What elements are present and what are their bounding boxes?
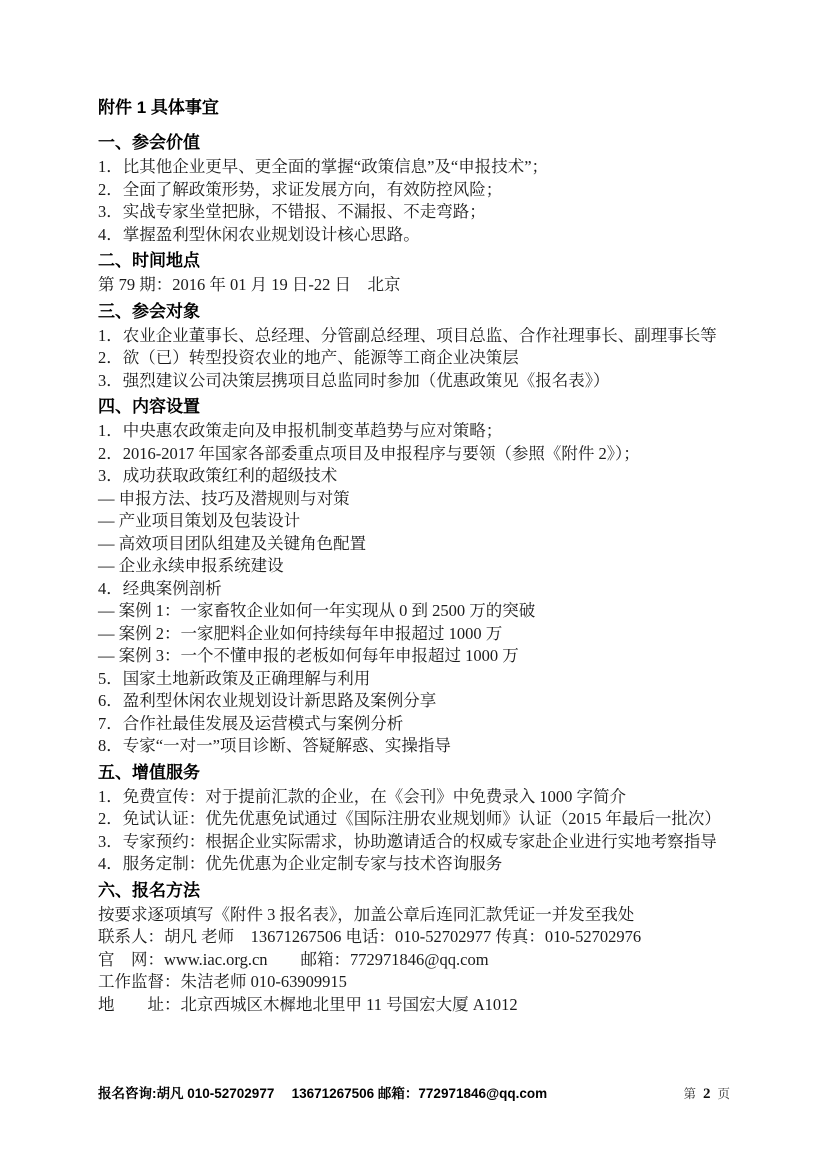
body-line: — 案例 2：一家肥料企业如何持续每年申报超过 1000 万 (98, 623, 503, 643)
section-participation-value (98, 131, 746, 246)
section-heading: 五、增值服务 (98, 762, 200, 782)
section-heading: 三、参会对象 (98, 301, 200, 321)
body-line: 3．成功获取政策红利的超级技术 (98, 466, 338, 485)
body-line: 3．专家预约：根据企业实际需求，协助邀请适合的权威专家赴企业进行实地考察指导 (98, 831, 717, 851)
page-number-value: 2 (702, 1086, 711, 1102)
page-number (683, 1084, 730, 1103)
body-line: 4．掌握盈利型休闲农业规划设计核心思路。 (98, 224, 420, 244)
website-email-line: 官 网：www.iac.org.cn 邮箱：772971846@qq.com (98, 949, 489, 969)
body-line: 5．国家土地新政策及正确理解与利用 (98, 668, 371, 688)
section-heading: 四、内容设置 (98, 397, 200, 416)
section-registration-method (98, 879, 746, 1017)
address-line: 地 址：北京西城区木樨地北里甲 11 号国宏大厦 A1012 (98, 994, 518, 1014)
body-line: 1．农业企业董事长、总经理、分管副总经理、项目总监、合作社理事长、副理事长等 (98, 325, 717, 345)
body-line: 7．合作社最佳发展及运营模式与案例分析 (98, 713, 404, 733)
footer-contact-info: 报名咨询:胡凡 010-52702977 13671267506 邮箱：772971846@qq.com (98, 1086, 548, 1101)
section-value-added-services (98, 761, 746, 876)
body-line: 2．免试认证：优先优惠免试通过《国际注册农业规划师》认证（2015 年最后一批次） (98, 809, 721, 828)
body-line: — 申报方法、技巧及潜规则与对策 (98, 488, 350, 508)
page-footer (98, 1082, 730, 1103)
body-line: 2．2016-2017 年国家各部委重点项目及申报程序与要领（参照《附件 2》）； (98, 443, 640, 463)
body-line: 3．实战专家坐堂把脉，不错报、不漏报、不走弯路； (98, 202, 486, 221)
section-attendees (98, 300, 746, 393)
document-content (98, 96, 746, 1016)
section-heading: 一、参会价值 (98, 133, 200, 152)
body-line: 1．比其他企业更早、更全面的掌握“政策信息”及“申报技术”； (98, 157, 549, 176)
body-line: — 案例 1：一家畜牧企业如何一年实现从 0 到 2500 万的突破 (98, 601, 536, 620)
body-line: 3．强烈建议公司决策层携项目总监同时参加（优惠政策见《报名表》） (98, 370, 610, 390)
body-line: — 高效项目团队组建及关键角色配置 (98, 533, 367, 553)
body-line: — 企业永续申报系统建设 (98, 556, 284, 575)
contact-person-line: 联系人：胡凡 老师 13671267506 电话：010-52702977 传真：010-52702976 (98, 927, 642, 946)
section-content-setup (98, 395, 746, 758)
body-line: 按要求逐项填写《附件 3 报名表》，加盖公章后连同汇款凭证一并发至我处 (98, 904, 635, 924)
body-line: 第 79 期：2016 年 01 月 19 日-22 日 北京 (98, 275, 401, 294)
body-line: 1．中央惠农政策走向及申报机制变革趋势与应对策略； (98, 421, 503, 440)
body-line: 2．全面了解政策形势，求证发展方向，有效防控风险； (98, 179, 503, 199)
work-supervision-line: 工作监督：朱洁老师 010-63909915 (98, 972, 347, 991)
body-line: 4．服务定制：优先优惠为企业定制专家与技术咨询服务 (98, 854, 503, 873)
body-line: 4．经典案例剖析 (98, 578, 222, 598)
page-number-prefix: 第 (683, 1087, 696, 1101)
body-line: 6．盈利型休闲农业规划设计新思路及案例分享 (98, 691, 437, 710)
attachment-title: 附件 1 具体事宜 (98, 98, 219, 117)
section-heading: 二、时间地点 (98, 251, 200, 270)
body-line: 1．免费宣传：对于提前汇款的企业，在《会刊》中免费录入 1000 字简介 (98, 786, 626, 806)
body-line: 2．欲（已）转型投资农业的地产、能源等工商企业决策层 (98, 348, 519, 367)
section-heading: 六、报名方法 (98, 880, 200, 900)
page-number-suffix: 页 (717, 1087, 730, 1101)
body-line: — 产业项目策划及包装设计 (98, 511, 301, 530)
body-line: 8．专家“一对一”项目诊断、答疑解惑、实操指导 (98, 736, 451, 755)
section-time-place (98, 249, 746, 297)
body-line: — 案例 3：一个不懂申报的老板如何每年申报超过 1000 万 (98, 646, 519, 665)
